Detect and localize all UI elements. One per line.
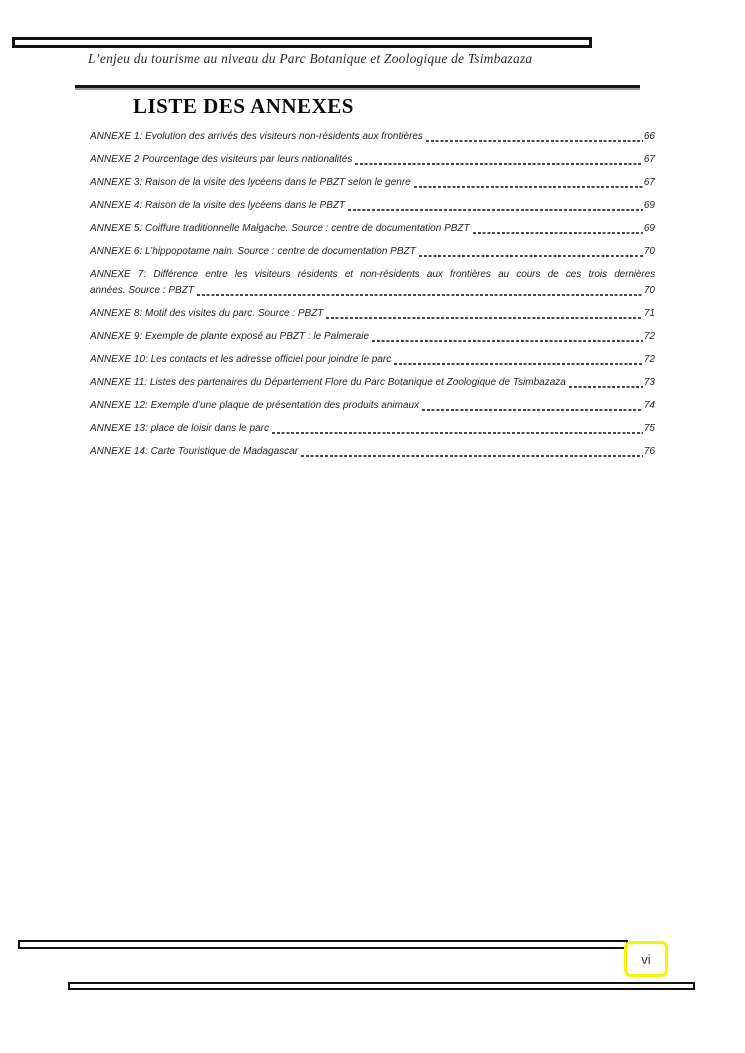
toc-entry	[90, 398, 655, 414]
dash-leader	[348, 209, 643, 210]
toc-entry-row	[90, 398, 655, 414]
toc-entry-page-number: 67	[643, 154, 655, 165]
toc-entry-text: ANNEXE 9: Exemple de plante exposé au PBZT : le Palmeraie	[90, 331, 370, 342]
dash-leader	[569, 386, 643, 387]
running-header: L’enjeu du tourisme au niveau du Parc Botanique et Zoologique de Tsimbazaza	[88, 51, 533, 66]
toc-entry	[90, 198, 655, 214]
page-number-badge	[624, 941, 668, 977]
toc-entry-row	[90, 375, 655, 391]
dash-leader	[355, 163, 643, 164]
toc-entry-text: ANNEXE 8: Motif des visites du parc. Source : PBZT	[90, 308, 324, 319]
toc-entry-text: ANNEXE 12: Exemple d’une plaque de présentation des produits animaux	[90, 400, 420, 411]
toc-entry	[90, 175, 655, 191]
toc-entry-row	[90, 421, 655, 437]
top-border-bar	[12, 37, 592, 48]
toc-entry-page-number: 73	[643, 377, 655, 388]
dash-leader	[426, 140, 643, 141]
toc-entry-page-number: 69	[643, 200, 655, 211]
toc-entry	[90, 129, 655, 145]
dash-leader	[272, 432, 643, 433]
toc-entry-page-number: 66	[643, 131, 655, 142]
toc-entry-text: ANNEXE 3: Raison de la visite des lycéens dans le PBZT selon le genre	[90, 177, 411, 188]
toc-list	[90, 129, 655, 467]
toc-entry-row	[90, 198, 655, 214]
toc-entry-text: ANNEXE 4: Raison de la visite des lycéens dans le PBZT	[90, 200, 346, 211]
toc-entry-row	[90, 175, 655, 191]
toc-entry-text: ANNEXE 14: Carte Touristique de Madagascar	[90, 446, 299, 457]
toc-entry-text: ANNEXE 10: Les contacts et les adresse officiel pour joindre le parc	[90, 354, 392, 365]
header-rule	[75, 85, 640, 90]
dash-leader	[422, 409, 643, 410]
toc-entry-row	[90, 244, 655, 260]
footer-border-bar-top	[18, 940, 628, 949]
toc-entry-page-number: 71	[643, 308, 655, 319]
dash-leader	[394, 363, 643, 364]
toc-entry-text: ANNEXE 5: Coiffure traditionnelle Malgache. Source : centre de documentation PBZT	[90, 223, 470, 234]
dash-leader	[197, 294, 643, 295]
toc-entry	[90, 244, 655, 260]
toc-entry-row	[90, 444, 655, 460]
toc-entry-page-number: 76	[643, 446, 655, 457]
toc-entry	[90, 267, 655, 299]
toc-entry	[90, 152, 655, 168]
toc-entry-text: ANNEXE 11: Listes des partenaires du Département Flore du Parc Botanique et Zoologique de Tsimbazaza	[90, 377, 566, 388]
toc-entry-text: ANNEXE 6: L’hippopotame nain. Source : centre de documentation PBZT	[90, 246, 416, 257]
toc-entry-text: ANNEXE 1: Evolution des arrivés des visiteurs non-résidents aux frontières	[90, 131, 423, 142]
toc-entry-text: ANNEXE 7: Différence entre les visiteurs résidents et non-résidents aux frontières au cours de ces trois dernières	[90, 269, 655, 280]
toc-entry-text-continued: années. Source : PBZT	[90, 285, 194, 296]
toc-entry-row	[90, 221, 655, 237]
toc-entry-page-number: 72	[643, 331, 655, 342]
toc-entry-continuation-row	[90, 283, 655, 299]
toc-entry	[90, 421, 655, 437]
toc-entry-page-number: 70	[643, 285, 655, 296]
toc-entry-page-number: 70	[643, 246, 655, 257]
toc-entry-row	[90, 306, 655, 322]
dash-leader	[419, 255, 643, 256]
toc-entry	[90, 352, 655, 368]
toc-entry-row	[90, 352, 655, 368]
toc-entry	[90, 444, 655, 460]
toc-entry-page-number: 75	[643, 423, 655, 434]
toc-entry	[90, 306, 655, 322]
dash-leader	[414, 186, 643, 187]
toc-entry-page-number: 67	[643, 177, 655, 188]
page-title: LISTE DES ANNEXES	[133, 94, 354, 118]
toc-entry	[90, 329, 655, 345]
toc-entry-row	[90, 129, 655, 145]
dash-leader	[301, 455, 643, 456]
dash-leader	[473, 232, 643, 233]
dash-leader	[372, 340, 643, 341]
toc-entry-text: ANNEXE 13: place de loisir dans le parc	[90, 423, 269, 434]
toc-entry	[90, 221, 655, 237]
footer-border-bar-bottom	[68, 982, 695, 990]
toc-entry-row	[90, 152, 655, 168]
toc-entry-page-number: 72	[643, 354, 655, 365]
toc-entry-page-number: 69	[643, 223, 655, 234]
toc-entry	[90, 375, 655, 391]
toc-entry-text: ANNEXE 2 Pourcentage des visiteurs par leurs nationalités	[90, 154, 353, 165]
page-number: vi	[641, 951, 651, 967]
toc-entry-page-number: 74	[643, 400, 655, 411]
dash-leader	[326, 317, 642, 318]
toc-entry-row	[90, 329, 655, 345]
